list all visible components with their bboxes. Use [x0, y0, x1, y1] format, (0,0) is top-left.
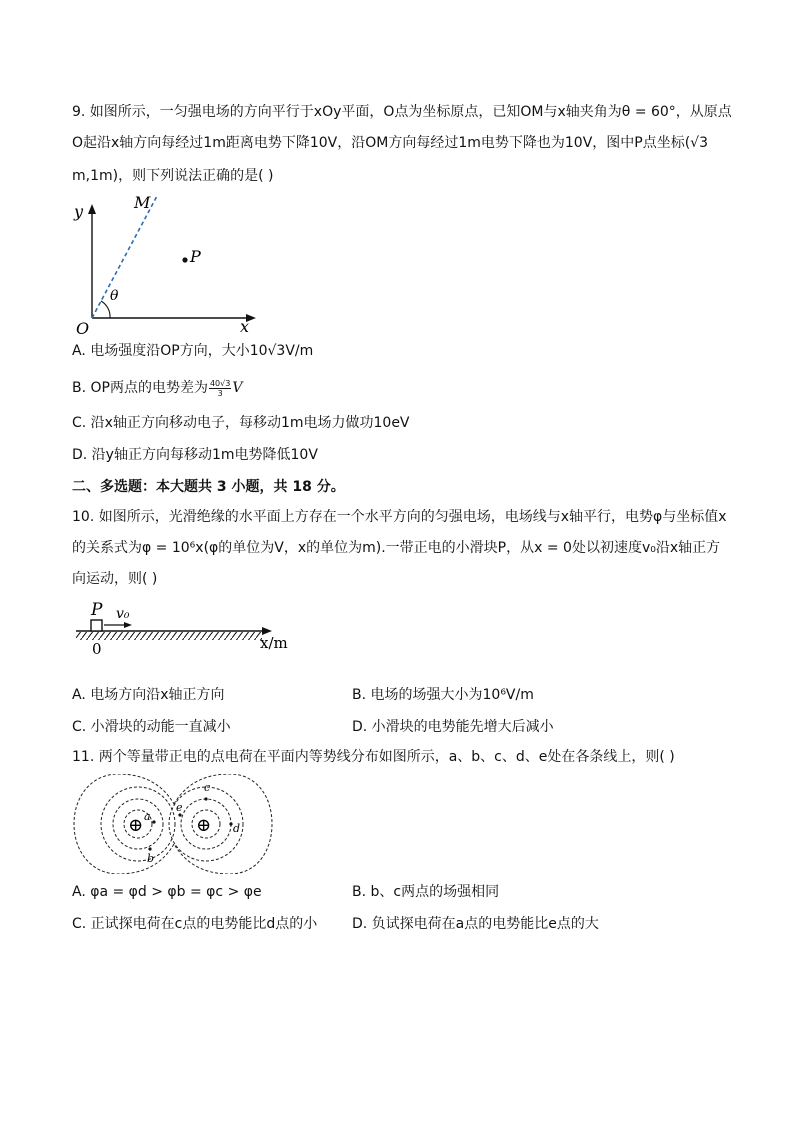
q11-right-charge: ⊕ [196, 815, 212, 836]
q10-stem-line-1: 10. 如图所示，光滑绝缘的水平面上方存在一个水平方向的匀强电场，电场线与x轴平行，电势φ与坐标值x [72, 509, 727, 525]
q9-m-label: M [134, 193, 151, 212]
q11-point-b [148, 847, 151, 850]
q9-stem-line-2: O起沿x轴方向每经过1m距离电势下降10V，沿OM方向每经过1m电势下降也为10V，图中P点坐标(√3 [72, 135, 709, 151]
q11-point-a [152, 820, 155, 823]
q11-label-d: d [233, 822, 241, 835]
q9-stem-line-1: 9. 如图所示，一匀强电场的方向平行于xOy平面，O点为坐标原点，已知OM与x轴夹角为θ = 60°，从原点 [72, 104, 732, 120]
q9-theta-arc [101, 301, 110, 318]
q9-stem-line-3: m,1m)，则下列说法正确的是( ) [72, 168, 274, 184]
q11-figure [70, 774, 280, 874]
q11-option-d[interactable]: D. 负试探电荷在a点的电势能比e点的大 [352, 916, 599, 932]
q10-axis-label: x/m [260, 634, 288, 652]
q11-outer-equipotential [74, 774, 272, 874]
q11-point-c [204, 797, 207, 800]
q9-p-label: P [190, 247, 201, 266]
q11-label-a: a [144, 810, 151, 823]
q11-stem-line-1: 11. 两个等量带正电的点电荷在平面内等势线分布如图所示，a、b、c、d、e处在各条线上，则( ) [72, 749, 675, 765]
q9-option-c[interactable]: C. 沿x轴正方向移动电子，每移动1m电场力做功10eV [72, 415, 410, 431]
q9-x-label: x [240, 317, 250, 335]
q11-label-b: b [147, 852, 155, 865]
q9-om-line [92, 196, 157, 318]
q9-option-b-unit: V [232, 380, 243, 396]
q10-zero-label: 0 [92, 640, 102, 658]
q10-option-d[interactable]: D. 小滑块的电势能先增大后减小 [352, 719, 554, 735]
q11-label-c: c [204, 781, 211, 794]
q10-figure [70, 598, 300, 660]
q10-option-c[interactable]: C. 小滑块的动能一直减小 [72, 719, 231, 735]
q9-option-b-numerator: 40√3 [209, 378, 231, 388]
q10-stem-line-3: 向运动，则( ) [72, 571, 158, 587]
q9-option-b-prefix: B. OP两点的电势差为 [72, 380, 208, 396]
q9-option-d[interactable]: D. 沿y轴正方向每移动1m电势降低10V [72, 447, 318, 463]
q10-option-a[interactable]: A. 电场方向沿x轴正方向 [72, 687, 225, 703]
q9-option-a[interactable]: A. 电场强度沿OP方向，大小10√3V/m [72, 343, 314, 359]
q9-origin-label: O [76, 319, 90, 335]
q9-figure [70, 190, 270, 335]
q9-option-b-fraction [209, 379, 231, 398]
q9-y-label: y [74, 202, 84, 221]
q9-theta-label: θ [110, 288, 119, 304]
q11-option-b[interactable]: B. b、c两点的场强相同 [352, 884, 500, 900]
section-2-header: 二、多选题：本大题共 3 小题，共 18 分。 [72, 479, 345, 495]
q10-velocity-arrowhead [124, 622, 132, 628]
q9-y-arrow [88, 204, 96, 214]
q11-left-charge: ⊕ [128, 815, 144, 836]
q11-option-a[interactable]: A. φa = φd > φb = φc > φe [72, 884, 262, 900]
q10-option-b[interactable]: B. 电场的场强大小为10⁶V/m [352, 687, 534, 703]
q9-option-b-denominator: 3 [217, 388, 223, 398]
q10-slider-block [91, 620, 102, 631]
q10-v-label: v₀ [116, 606, 130, 622]
q10-ground-hatch [76, 632, 262, 640]
q11-label-e: e [176, 801, 183, 814]
q10-p-label: P [91, 600, 103, 620]
q9-point-p [182, 257, 187, 262]
q11-option-c[interactable]: C. 正试探电荷在c点的电势能比d点的小 [72, 916, 318, 932]
q10-stem-line-2: 的关系式为φ = 10⁶x(φ的单位为V，x的单位为m).一带正电的小滑块P，从x = 0处以初速度v₀沿x轴正方 [72, 540, 721, 556]
q9-option-b[interactable] [72, 377, 242, 399]
